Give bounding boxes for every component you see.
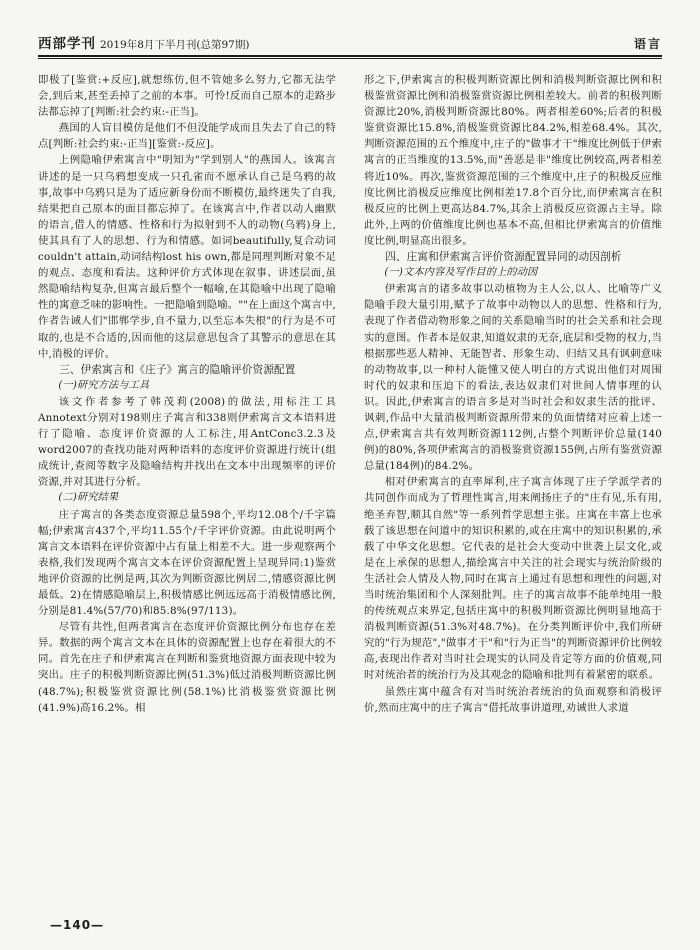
paragraph: 虽然庄寓中蕴含有对当时统治者统治的负面观察和消极评价,然而庄寓中的庄子寓言"借托故事讲道理,劝诫世人求道 (364, 685, 662, 714)
paragraph: 庄子寓言的各类态度资源总量598个,平均12.08个/千字篇幅;伊索寓言437个,平均11.55个/千字评价资源。由此说明两个寓言文本语料在评价资源中占有量上相差不大。进一步观察两个表格,我们发现两个寓言文本在评价资源配置上呈现异同:1)鉴赏地评价资源的比例是两,其次为判断资源比例居二,情感资源比例最低。2)在情感隐喻层上,积极情感比例远远高于消极情感比例,分别是81.4%(57/70)和85.8%(97/113)。 (38, 508, 336, 618)
paragraph: 该文作者参考了韩茂莉(2008)的做法,用标注工具Annotext分别对198则庄子寓言和338则伊索寓言文本语料进行了隐喻、态度评价资源的人工标注,用AntConc3.2.3及word2007的查找功能对两种语料的态度评价资源进行统计(组成统计,查阅等数字及隐喻结构并找出在文本中出现频率的评价资源,并对其进行分析。 (38, 395, 336, 489)
paragraph: 尽管有共性,但两者寓言在态度评价资源比例分布也存在差异。数据的两个寓言文本在具体的资源配置上也存在着很大的不同。首先在庄子和伊索寓言在判断和鉴赏地资源方面表现中较为突出。庄子的积极判断资源比例(51.3%)低过消极判断资源比例(48.7%);积极鉴赏资源比例(58.1%)比消极鉴赏资源比例(41.9%)高16.2%。相 (38, 621, 336, 714)
running-header (38, 30, 662, 52)
subsection-heading: (一)研究方法与工具 (58, 379, 150, 391)
paragraph: 相对伊索寓言的直率犀利,庄子寓言体现了庄子学派学者的共同创作而成为了哲理性寓言,用来阐扬庄子的"庄有见,乐有用,绝圣弃智,顺其自然"等一系列哲学思想主张。庄寓在丰富上也承载了该思想在问道中的知识积累的,或在庄寓中的知识积累的,承载了中华文化思想。它代表的是社会大变动中世袭上层文化,或是在上承保的思想人,描绘寓言中关注的社会现实与统治阶级的生活社会人情及人物,同时在寓言上通过有思想和理性的问题,对当时统治集团和个人深刻批判。庄子的寓言故事不能单纯用一般的传统观点来界定,包括庄寓中的积极判断资源比例明显地高于消极判断资源(51.3%对48.7%)。在分类判断评价中,我们所研究的"行为规范","做事才干"和"行为正当"的判断资源评价比例较高,表现出作者对当时社会现实的认同及肯定等方面的价值观,同时对统治者的统治行为及其观念的隐喻和批判有着紧密的联系。 (364, 476, 662, 682)
header-left (38, 32, 249, 52)
subsection-heading: (二)研究结果 (58, 492, 119, 504)
header-rule-thin (38, 58, 662, 59)
subsection-heading: (一)文本内容及写作目的上的动因 (384, 267, 538, 279)
left-column (38, 72, 336, 892)
section-label: 语言 (633, 37, 662, 51)
journal-masthead: 西部学刊 (38, 36, 96, 52)
section-heading: 三、伊索寓言和《庄子》寓言的隐喻评价资源配置 (59, 363, 296, 376)
paragraph: 燕国的人盲目模仿是他们不但没能学成而且失去了自己的特点[判断:社会约束:-正当][鉴赏:-反应]。 (38, 122, 336, 151)
page-number: —140— (50, 918, 105, 932)
paragraph-continued: 即极了[鉴赏:+反应],就想练仿,但不管她多么努力,它都无法学会,到后来,甚至丢掉了之前的本事。可怜!反而自己原本的走路步法都忘掉了[判断:社会约束:-正当]。 (38, 74, 336, 119)
paragraph-continued: 形之下,伊索寓言的积极判断资源比例和消极判断资源比例和积极鉴赏资源比例和消极鉴赏资源比例相差较大。前者的积极判断资源比20%,消极判断资源比80%。两者相差60%;后者的积极鉴赏资源比15.8%,消极鉴赏资源比84.2%,相差68.4%。其次,判断资源范围的五个维度中,庄子的"做事才干"维度比例低于伊索寓言的正当维度的13.5%,而"善恶是非"维度比例较高,两者相差将近10%。再次,鉴赏资源范围的三个维度中,庄子的积极反应维度比例比消极反应维度比例相差17.8个百分比,而伊索寓言在积极反应的比例上更高达84.7%,其余上消极反应资源占主导。除此外,上两的价值维度比例也基本不高,但相比伊索寓言的价值维度比例,明显高出很多。 (364, 74, 662, 247)
section-heading: 四、庄寓和伊索寓言评价资源配置异同的动因剖析 (385, 251, 622, 264)
paragraph: 上例隐喻伊索寓言中"明知为"学到别人"的燕国人。该寓言讲述的是一只乌鸦想变成一只孔雀而不愿承认自己是乌鸦的故事,故事中乌鸦只是为了适应新身份而不断模仿,最终迷失了自我,结果把自己原本的面目都忘掉了。在该寓言中,作者以动人幽默的语言,借人的情感、性格和行为拟射到不人的动物(乌鸦)身上,使其具有了人的思想、行为和情感。如词beautifully,复合动词couldn't attain,动词结构lost his own,都是同理判断对象不足的观点、态度和看法。这种评价方式体现在叙事、讲述层面,虽然隐喻结构复杂,但寓言最后整个一幅喻,在其隐喻中出现了隐喻性的寓意乏味的影响性。一把隐喻到隐喻。""在上面这个寓言中,作者告诫人们"邯郸学步,自不量力,以至忘本失根"的行为是不可取的,也是不合适的,因而他的这层意思包含了其警示的意思在其中,消极的评价。 (38, 154, 336, 360)
header-rule (38, 55, 662, 57)
issue-info: 2019年8月下半月刊(总第97期) (100, 39, 250, 51)
right-column (364, 72, 662, 892)
paragraph: 伊索寓言的诸多故事以动植物为主人公,以人、比喻等广义隐喻手段大量引用,赋予了故事中动物以人的思想、性格和行为,表现了作者借动物形象之间的关系隐喻当时的社会关系和社会现实的意图。作者本是奴隶,知道奴隶的无奈,底层和受物的权力,当根据那些恶人精神、无能智者、形象生动、归结又具有讽刺意味的动物故事,以一种村人能懂又使人明白的方式说出他们对周围时代的奴隶和压迫下的看法,表达奴隶们对世间人情事理的认识。因此,伊索寓言的语言多是对当时社会和奴隶生活的批评、讽刺,作品中大量消极判断资源所带来的负面情绪对应着上述一点,伊索寓言共有效判断资源112例,占整个判断评价总量(140例)的80%,各项伊索寓言的消极鉴赏资源155例,占所有鉴赏资源总量(184例)的84.2%。 (364, 283, 662, 473)
